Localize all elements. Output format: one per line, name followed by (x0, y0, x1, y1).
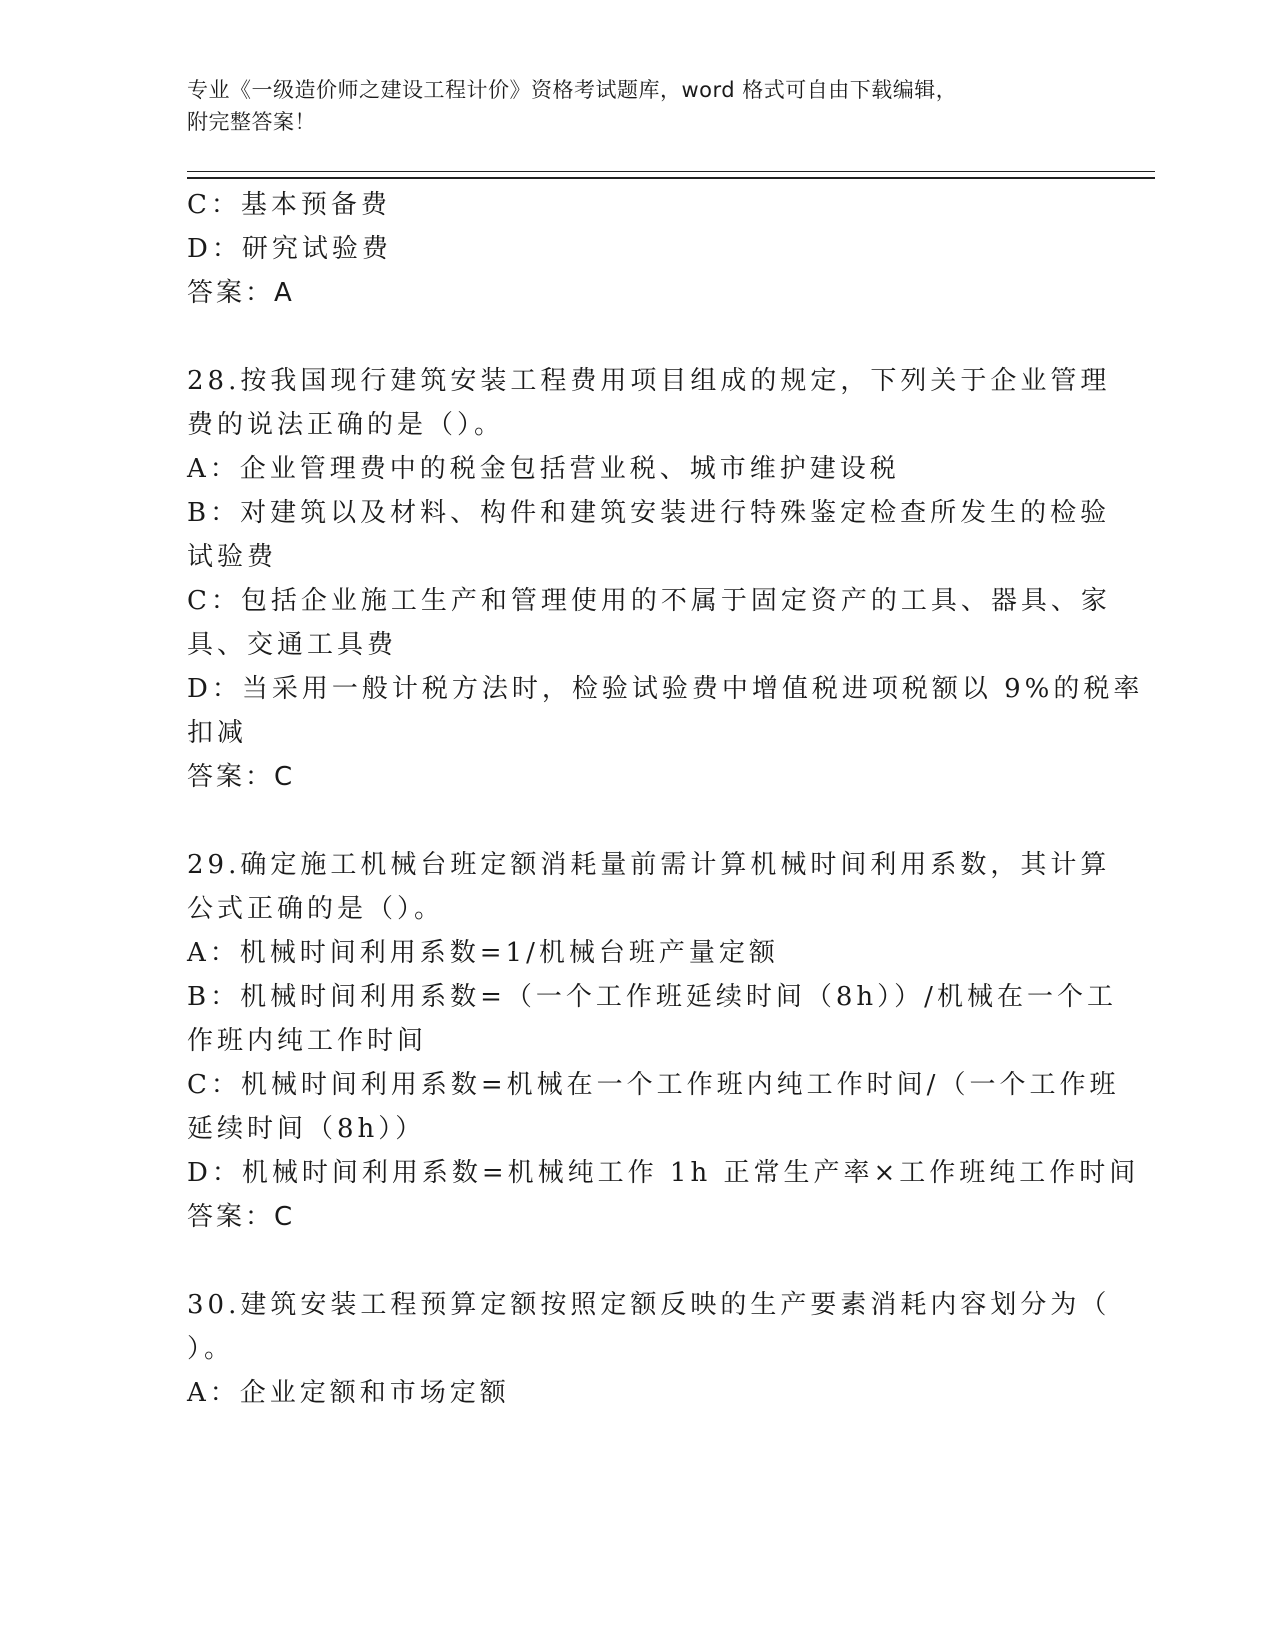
q28-option-a: A：企业管理费中的税金包括营业税、城市维护建设税 (187, 454, 900, 484)
q27-answer: 答案：A (187, 278, 295, 308)
q27-option-c: C：基本预备费 (187, 190, 391, 220)
q27-option-d: D：研究试验费 (187, 234, 392, 264)
q30-option-a: A：企业定额和市场定额 (187, 1378, 510, 1408)
q29-stem-line-1: 29.确定施工机械台班定额消耗量前需计算机械时间利用系数，其计算 (187, 850, 1111, 880)
q29-option-c-line-2: 延续时间（8h）） (187, 1114, 426, 1144)
q28-option-d-line-1: D：当采用一般计税方法时，检验试验费中增值税进项税额以 9%的税率 (187, 674, 1144, 704)
q28-option-c-line-1: C：包括企业施工生产和管理使用的不属于固定资产的工具、器具、家 (187, 586, 1111, 616)
q28-option-d-line-2: 扣减 (187, 718, 248, 748)
q29-option-d: D：机械时间利用系数=机械纯工作 1h 正常生产率×工作班纯工作时间 (187, 1158, 1140, 1188)
q28-answer: 答案：C (187, 762, 296, 792)
q29-option-b-line-1: B：机械时间利用系数=（一个工作班延续时间（8h））/机械在一个工 (187, 982, 1117, 1012)
header-line-2: 附完整答案！ (187, 110, 316, 134)
q28-option-b-line-2: 试验费 (187, 542, 278, 572)
q29-stem-line-2: 公式正确的是（）。 (187, 894, 445, 924)
q28-stem-line-2: 费的说法正确的是（）。 (187, 410, 505, 440)
header-divider-thin (187, 171, 1155, 172)
q28-option-b-line-1: B：对建筑以及材料、构件和建筑安装进行特殊鉴定检查所发生的检验 (187, 498, 1111, 528)
q30-stem-line-2: ）。 (187, 1334, 235, 1364)
q28-option-c-line-2: 具、交通工具费 (187, 630, 398, 660)
header-divider-thick (187, 177, 1155, 179)
document-header (187, 74, 1087, 138)
q29-option-a: A：机械时间利用系数=1/机械台班产量定额 (187, 938, 779, 968)
q30-stem-line-1: 30.建筑安装工程预算定额按照定额反映的生产要素消耗内容划分为（ (187, 1290, 1111, 1320)
q29-answer: 答案：C (187, 1202, 296, 1232)
q29-option-c-line-1: C：机械时间利用系数=机械在一个工作班内纯工作时间/（一个工作班 (187, 1070, 1120, 1100)
q29-option-b-line-2: 作班内纯工作时间 (187, 1026, 428, 1056)
q28-stem-line-1: 28.按我国现行建筑安装工程费用项目组成的规定，下列关于企业管理 (187, 366, 1111, 396)
header-line-1: 专业《一级造价师之建设工程计价》资格考试题库，word 格式可自由下载编辑， (187, 78, 958, 102)
